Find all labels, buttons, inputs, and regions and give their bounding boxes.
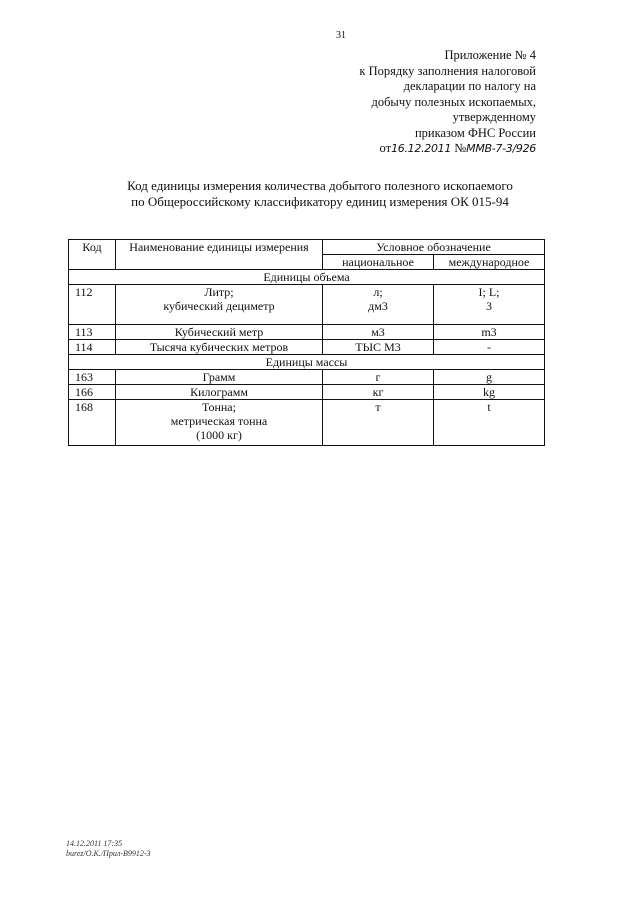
cell-national: т [323,400,434,446]
section-row [69,355,545,370]
table-header-row [69,240,545,255]
units-table [68,239,545,446]
appendix-line: добычу полезных ископаемых, [371,94,536,109]
cell-international: kg [434,385,545,400]
cell-name: Кубический метр [116,325,323,340]
appendix-line: декларации по налогу на [403,79,536,93]
table-row [69,370,545,385]
cell-code: 113 [69,325,116,340]
order-date: 16.12.2011 [391,142,452,155]
table-row [69,400,545,446]
appendix-line: Приложение № 4 [444,48,536,62]
appendix-line: приказом ФНС России [414,125,536,140]
header-code: Код [69,240,116,270]
cell-international: I; L; 3 [434,285,545,325]
appendix-line: утвержденному [452,110,536,124]
cell-name: Килограмм [116,385,323,400]
cell-national: ТЫС М3 [323,340,434,355]
table-row [69,340,545,355]
order-number: ММВ-7-3/926 [466,142,536,155]
order-line [236,141,536,157]
cell-name: Тысяча кубических метров [116,340,323,355]
title-line: Код единицы измерения количества добытого полезного ископаемого [127,178,513,193]
document-title [100,178,540,210]
header-national: национальное [323,255,434,270]
cell-name: Тонна; метрическая тонна (1000 кг) [116,400,323,446]
header-international: международное [434,255,545,270]
cell-code: 114 [69,340,116,355]
cell-national: г [323,370,434,385]
table-row [69,325,545,340]
header-name: Наименование единицы измерения [116,240,323,270]
footer-line: 14.12.2011 17:35 [66,839,123,848]
cell-international: g [434,370,545,385]
order-number-label: № [454,141,467,155]
appendix-header [236,48,536,157]
cell-code: 112 [69,285,116,325]
appendix-line: к Порядку заполнения налоговой [359,63,536,78]
cell-international: t [434,400,545,446]
footer-stamp [66,839,151,859]
title-line: по Общероссийскому классификатору единиц измерения ОК 015-94 [131,194,509,209]
order-prefix: от [379,141,392,155]
section-title: Единицы объема [69,270,545,285]
cell-code: 168 [69,400,116,446]
header-symbol: Условное обозначение [323,240,545,255]
section-row [69,270,545,285]
cell-international: m3 [434,325,545,340]
cell-name: Грамм [116,370,323,385]
cell-name: Литр; кубический дециметр [116,285,323,325]
cell-code: 163 [69,370,116,385]
cell-national: л; дм3 [323,285,434,325]
cell-national: м3 [323,325,434,340]
table-row [69,385,545,400]
table-row [69,285,545,325]
cell-national: кг [323,385,434,400]
cell-international: - [434,340,545,355]
footer-line: burez/O.K./Прил-В9912-3 [66,849,151,858]
page-number: 31 [336,30,346,41]
cell-code: 166 [69,385,116,400]
section-title: Единицы массы [69,355,545,370]
